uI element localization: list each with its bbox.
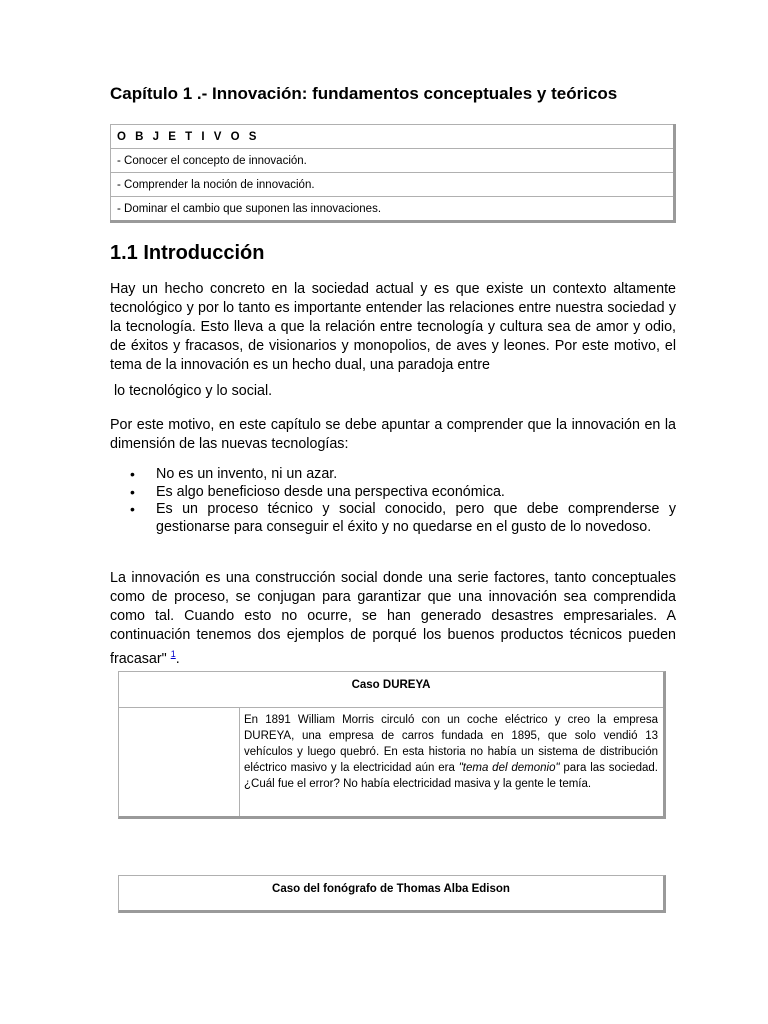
bullet-item: • No es un invento, ni un azar. bbox=[110, 466, 676, 484]
objective-item: - Comprender la noción de innovación. bbox=[111, 173, 675, 197]
case-dureya-table bbox=[118, 671, 666, 819]
case-text-part: para las sociedad. ¿Cuál fue el error? No había electricidad masiva y la gente le temía. bbox=[244, 762, 658, 790]
objectives-table bbox=[110, 124, 676, 223]
case-text-part: En 1891 William Morris circuló con un coche eléctrico y creo la empresa DUREYA, una empresa de carros fundada en 1895, que solo vendió 13 vehículos y luego quebró. En esta historia no había un sistema de distribución eléctrico masivo y la electricidad aún era bbox=[244, 714, 658, 774]
case-dureya-title: Caso DUREYA bbox=[119, 672, 663, 708]
chapter-title: Capítulo 1 .- Innovación: fundamentos conceptuales y teóricos bbox=[110, 84, 618, 103]
paragraph-end: . bbox=[175, 650, 180, 667]
bullet-item: • Es un proceso técnico y social conocido, pero que debe comprenderse y gestionarse para conseguir el éxito y no quedarse en el gusto de lo novedoso. bbox=[110, 501, 676, 536]
case-text-italic: "tema del demonio" bbox=[458, 762, 560, 774]
intro-paragraph: Hay un hecho concreto en la sociedad actual y es que existe un contexto altamente tecnológico y por lo tanto es importante entender las relaciones entre nuestra sociedad y la tecnología. Esto lleva a que la relación entre tecnología y cultura sea de amor y odio, de éxitos y fracasos, de visionarios y monopolios, de aves y leones. Por este motivo, el tema de la innovación es un hecho dual, una paradoja entre bbox=[110, 281, 676, 373]
objective-item: - Conocer el concepto de innovación. bbox=[111, 149, 675, 173]
intro-paragraph-continuation: lo tecnológico y lo social. bbox=[110, 383, 273, 399]
bullet-item: • Es algo beneficioso desde una perspectiva económica. bbox=[110, 484, 676, 502]
innovation-bullet-list bbox=[110, 466, 676, 536]
section-title: 1.1 Introducción bbox=[110, 242, 265, 264]
case-fonografo-table bbox=[118, 875, 666, 913]
objectives-header: O B J E T I V O S bbox=[111, 125, 675, 149]
objective-item: - Dominar el cambio que suponen las innovaciones. bbox=[111, 197, 675, 222]
case-dureya-row bbox=[119, 708, 663, 816]
chapter-aim-paragraph: Por este motivo, en este capítulo se debe apuntar a comprender que la innovación en la dimensión de las nuevas tecnologías: bbox=[110, 417, 676, 452]
case-dureya-text bbox=[244, 712, 658, 792]
footnote-reference-link[interactable]: 1 bbox=[170, 649, 176, 659]
paragraph-text: La innovación es una construcción social donde una serie factores, tanto conceptuales como de proceso, se conjugan para garantizar que una innovación sea comprendida como tal. Cuando esto no ocurre, se han generado desastres empresariales. A continuación tenemos dos ejemplos de porqué los buenos productos técnicos pueden fracasar" bbox=[110, 570, 676, 667]
social-construction-paragraph bbox=[110, 569, 676, 669]
case-dureya-empty-cell bbox=[119, 708, 240, 816]
case-fonografo-title: Caso del fonógrafo de Thomas Alba Edison bbox=[272, 883, 510, 895]
